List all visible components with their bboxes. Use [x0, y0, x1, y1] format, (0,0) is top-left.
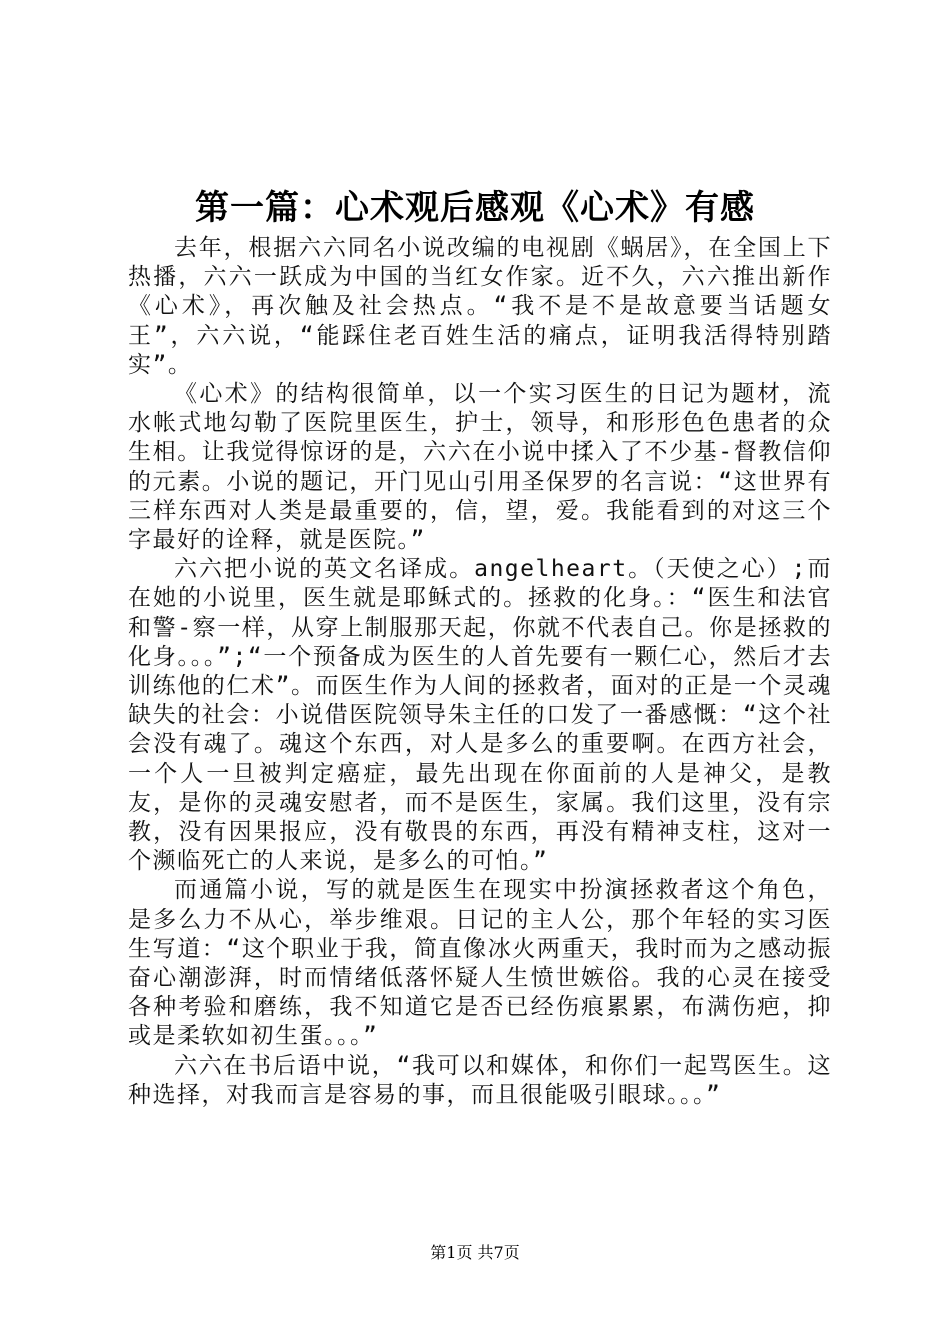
- paragraph-3: 六六把小说的英文名译成。angelheart。（天使之心）;而在她的小说里，医生就是耶稣式的。拯救的化身。：“医生和法官和警-察一样，从穿上制服那天起，你就不代表自己。你是拯救的化身。。。”;“一个预备成为医生的人首先要有一颗仁心，然后才去训练他的仁术”。而医生作为人间的拯救者，面对的正是一个灵魂缺失的社会：小说借医院领导朱主任的口发了一番感慨：“这个社会没有魂了。魂这个东西，对人是多么的重要啊。在西方社会，一个人一旦被判定癌症，最先出现在你面前的人是神父，是教友，是你的灵魂安慰者，而不是医生，家属。我们这里，没有宗教，没有因果报应，没有敬畏的东西，再没有精神支柱，这对一个濒临死亡的人来说，是多么的可怕。”: [128, 556, 832, 875]
- document-body: [128, 234, 832, 1110]
- paragraph-5: 六六在书后语中说，“我可以和媒体，和你们一起骂医生。这种选择，对我而言是容易的事，而且很能吸引眼球。。。”: [128, 1052, 832, 1108]
- page-footer: 第1页 共7页: [430, 1243, 520, 1262]
- paragraph-1: 去年，根据六六同名小说改编的电视剧《蜗居》，在全国上下热播，六六一跃成为中国的当红女作家。近不久，六六推出新作《心术》，再次触及社会热点。“我不是不是故意要当话题女王”，六六说，“能踩住老百姓生活的痛点，证明我活得特别踏实”。: [128, 235, 832, 378]
- document-title: 第一篇：心术观后感观《心术》有感: [195, 188, 755, 228]
- paragraph-2: 《心术》的结构很简单，以一个实习医生的日记为题材，流水帐式地勾勒了医院里医生，护士，领导，和形形色色患者的众生相。让我觉得惊讶的是，六六在小说中揉入了不少基-督教信仰的元素。小说的题记，开门见山引用圣保罗的名言说：“这世界有三样东西对人类是最重要的，信，望，爱。我能看到的对这三个字最好的诠释，就是医院。”: [128, 381, 832, 554]
- paragraph-4: 而通篇小说，写的就是医生在现实中扮演拯救者这个角色，是多么力不从心，举步维艰。日记的主人公，那个年轻的实习医生写道：“这个职业于我，简直像冰火两重天，我时而为之感动振奋心潮澎湃，时而情绪低落怀疑人生愤世嫉俗。我的心灵在接受各种考验和磨练，我不知道它是否已经伤痕累累，布满伤疤，抑或是柔软如初生蛋。。。”: [128, 877, 832, 1050]
